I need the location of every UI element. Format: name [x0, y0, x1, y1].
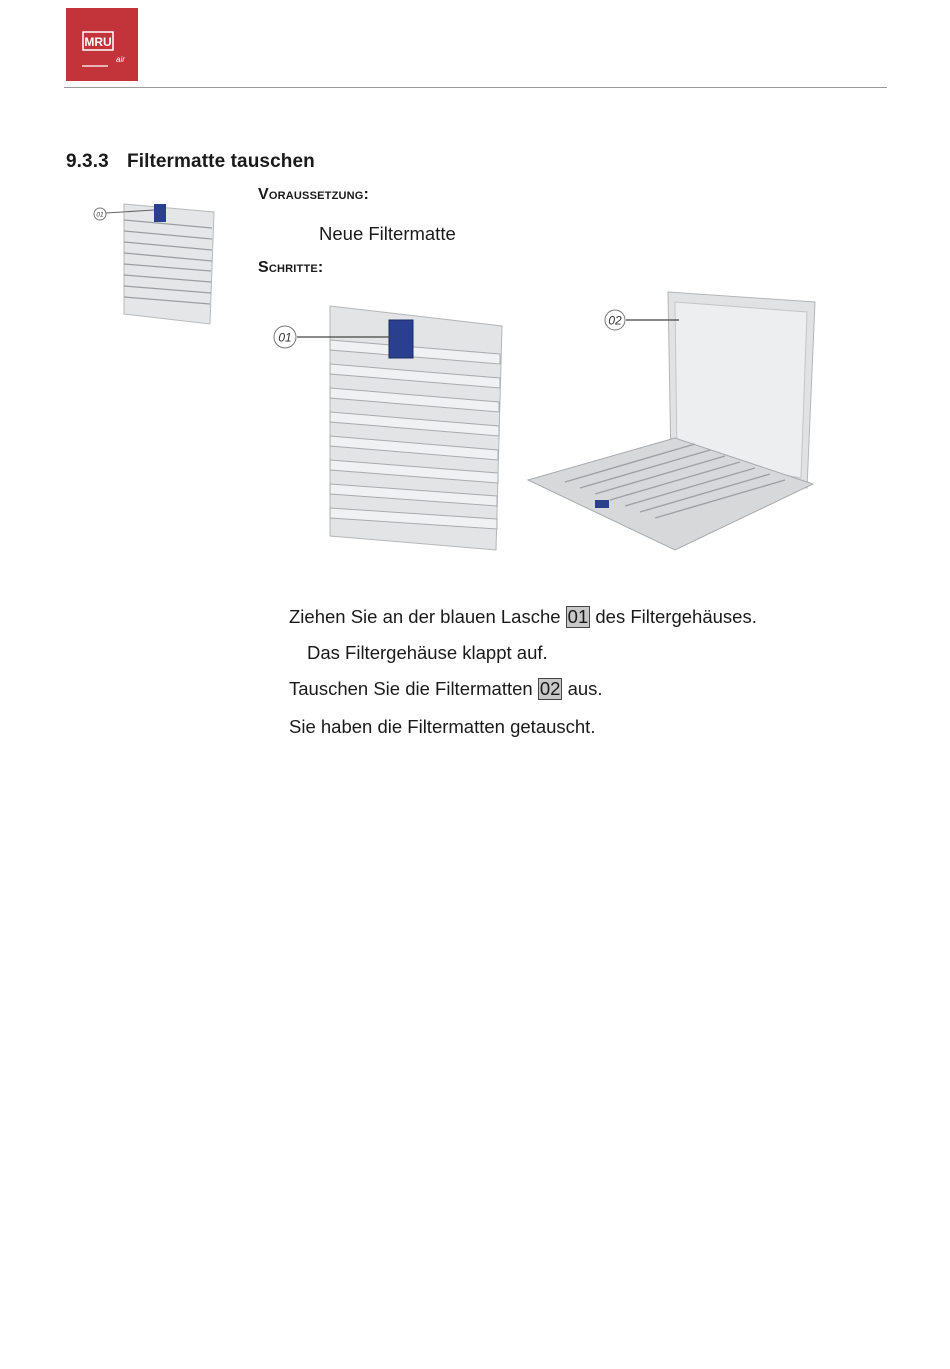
section-heading	[66, 151, 315, 173]
thumbnail-filter-figure	[90, 198, 220, 328]
step-1	[289, 606, 757, 628]
open-filter-figure	[525, 288, 820, 554]
logo-text: MRU	[84, 35, 112, 49]
step-2-reference: 02	[539, 678, 561, 699]
final-result: Sie haben die Filtermatten getauscht.	[289, 716, 596, 737]
company-logo	[66, 8, 138, 81]
step-2-text-before: Tauschen Sie die Filtermatten	[289, 678, 538, 699]
blue-pull-tab	[389, 320, 413, 358]
thumbnail-callout-label: 01	[96, 211, 104, 219]
step-1-text-after: des Filtergehäuses.	[590, 606, 757, 627]
prerequisite-label: Voraussetzung:	[258, 186, 370, 203]
prerequisite-item: Neue Filtermatte	[319, 223, 456, 244]
step-2	[289, 678, 603, 700]
step-1-result: Das Filtergehäuse klappt auf.	[307, 642, 548, 663]
logo-graphic	[66, 8, 138, 81]
section-number: 9.3.3	[66, 151, 109, 172]
step-1-reference: 01	[567, 606, 589, 627]
step-2-text-after: aus.	[562, 678, 603, 699]
steps-label: Schritte:	[258, 259, 324, 276]
closed-filter-figure	[268, 300, 518, 556]
closed-figure-callout: 01	[278, 330, 292, 345]
logo-subtext: air	[116, 55, 125, 64]
section-title: Filtermatte tauschen	[127, 151, 315, 172]
open-blue-tab	[595, 500, 609, 508]
header-divider	[64, 87, 887, 88]
step-1-text-before: Ziehen Sie an der blauen Lasche	[289, 606, 566, 627]
open-figure-callout: 02	[608, 313, 622, 328]
thumbnail-blue-tab	[154, 204, 166, 222]
